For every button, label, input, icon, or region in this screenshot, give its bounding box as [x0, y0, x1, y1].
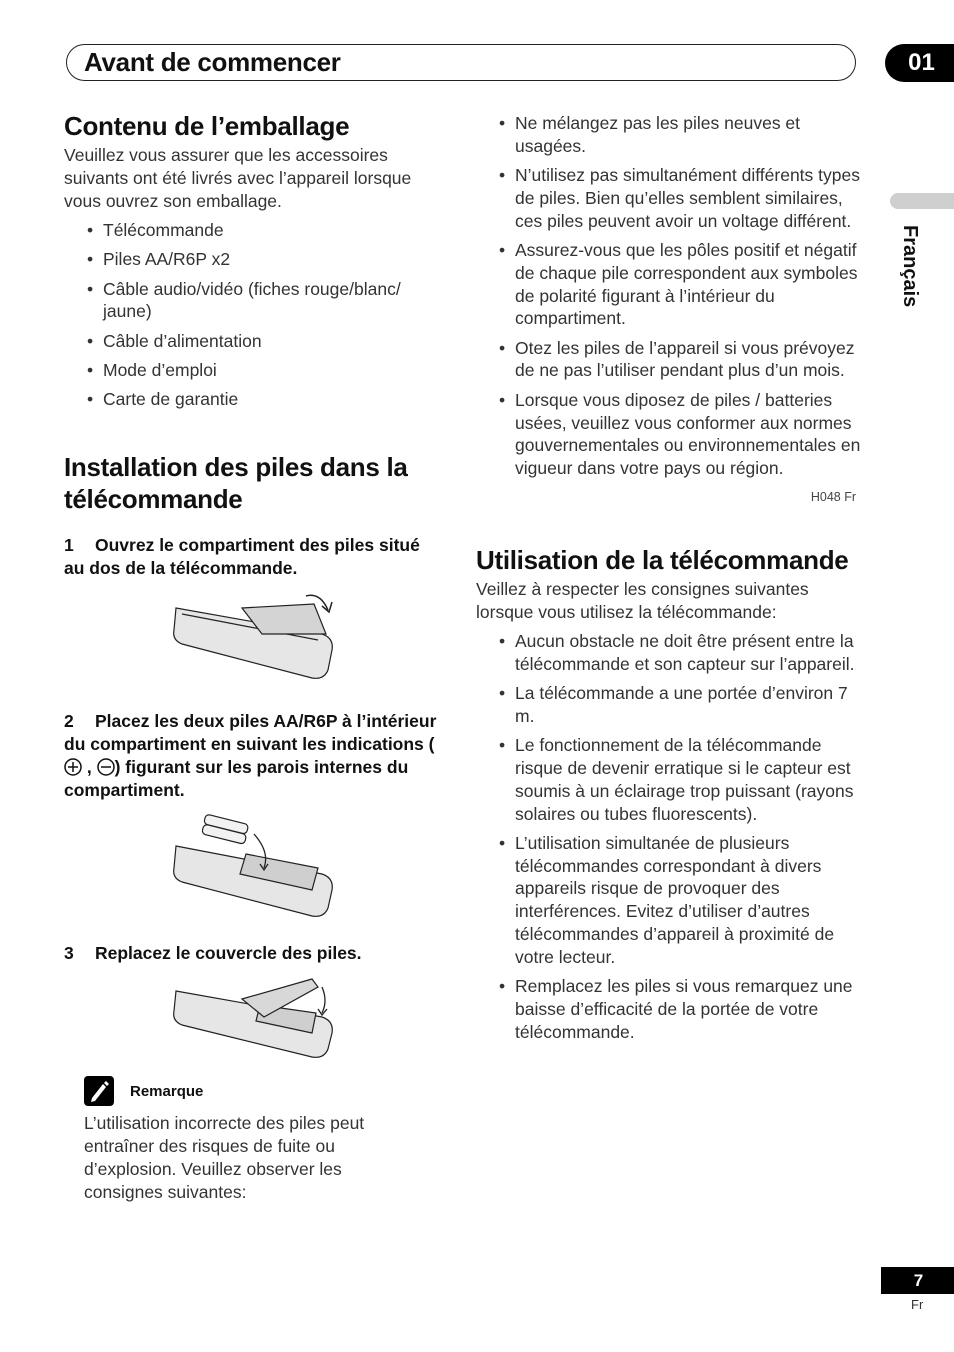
remote-insert-batteries-illustration: [64, 812, 444, 922]
plus-polarity-icon: [64, 758, 82, 776]
step-text: Replacez le couvercle des piles.: [95, 943, 362, 964]
step-1: [64, 534, 444, 580]
list-item: • Le fonctionnement de la télécommande risque de devenir erratique si le capteur est soumis à un éclairage trop puissant (rayons solaires ou tubes fluorescents).: [515, 734, 861, 825]
language-label: Français: [899, 225, 921, 308]
page-header-title: Avant de commencer: [84, 47, 341, 77]
list-item: • Assurez-vous que les pôles positif et négatif de chaque pile correspondent aux symboles de polarité figurant à l’intérieur du compartiment.: [515, 239, 861, 330]
list-item: • Carte de garantie: [103, 388, 444, 411]
list-item: • Ne mélangez pas les piles neuves et usagées.: [515, 112, 861, 158]
remote-intro: Veillez à respecter les consignes suivantes lorsque vous utilisez la télécommande:: [476, 578, 809, 622]
list-item: • La télécommande a une portée d’environ 7 m.: [515, 682, 861, 728]
remote-usage-heading: Utilisation de la télécommande: [476, 544, 849, 575]
battery-rules-list: [515, 112, 861, 480]
list-item: • Câble audio/vidéo (fiches rouge/blanc/ jaune): [103, 278, 444, 324]
language-tab-marker: [890, 193, 954, 209]
right-column: [476, 110, 861, 1044]
battery-install-heading: Installation des piles dans la télécommande: [64, 452, 408, 515]
remote-open-cover-illustration: [64, 590, 444, 690]
list-item: • Télécommande: [103, 219, 444, 242]
step-number: 3: [64, 943, 74, 964]
remote-replace-cover-illustration: [64, 977, 444, 1067]
list-item: • Piles AA/R6P x2: [103, 248, 444, 271]
step-text: Ouvrez le compartiment des piles situé au dos de la télécommande.: [64, 535, 420, 579]
step-number: 1: [64, 535, 74, 556]
package-intro: Veuillez vous assurer que les accessoires suivants ont été livrés avec l’appareil lorsque vous ouvrez son emballage.: [64, 145, 412, 211]
step-2: [64, 710, 444, 802]
note-pencil-icon: [84, 1076, 114, 1106]
step-text: ) figurant sur les parois internes du compartiment.: [64, 757, 409, 801]
package-item-list: [103, 219, 444, 411]
step-text: Placez les deux piles AA/R6P à l’intérieur du compartiment en suivant les indications (: [64, 711, 437, 755]
remote-rules-list: [515, 630, 861, 1044]
list-item: • Lorsque vous diposez de piles / batteries usées, veuillez vous conformer aux normes gouvernementales ou environnementales en vigueur dans votre pays ou région.: [515, 389, 861, 480]
reference-code: H048 Fr: [810, 489, 856, 504]
note-title: Remarque: [130, 1083, 204, 1100]
list-item: • N’utilisez pas simultanément différents types de piles. Bien qu’elles semblent similaires, ces piles peuvent avoir un voltage différent.: [515, 164, 861, 232]
package-contents-heading: Contenu de l’emballage: [64, 111, 350, 141]
page-language-code: Fr: [911, 1297, 924, 1312]
chapter-number-badge: 01: [885, 44, 954, 82]
list-item: • Otez les piles de l’appareil si vous prévoyez de ne pas l’utiliser pendant plus d’un mois.: [515, 337, 861, 383]
list-item: • Mode d’emploi: [103, 359, 444, 382]
list-item: • Aucun obstacle ne doit être présent entre la télécommande et son capteur sur l’appareil.: [515, 630, 861, 676]
list-item: • L’utilisation simultanée de plusieurs télécommandes correspondant à divers appareils risque de provoquer des interférences. Evitez d’utiliser d’autres télécommandes d’appareil à proximité de votre lecteur.: [515, 832, 861, 969]
list-item: • Câble d’alimentation: [103, 330, 444, 353]
step-separator: ,: [82, 757, 97, 778]
left-column: [64, 110, 444, 1067]
minus-polarity-icon: [97, 758, 115, 776]
step-3: [64, 942, 444, 965]
page-number: 7: [881, 1267, 954, 1294]
note-text: L’utilisation incorrecte des piles peut entraîner des risques de fuite ou d’explosion. Veuillez observer les consignes suivantes:: [84, 1113, 365, 1202]
step-number: 2: [64, 711, 74, 732]
list-item: • Remplacez les piles si vous remarquez une baisse d’efficacité de la portée de votre télécommande.: [515, 975, 861, 1043]
